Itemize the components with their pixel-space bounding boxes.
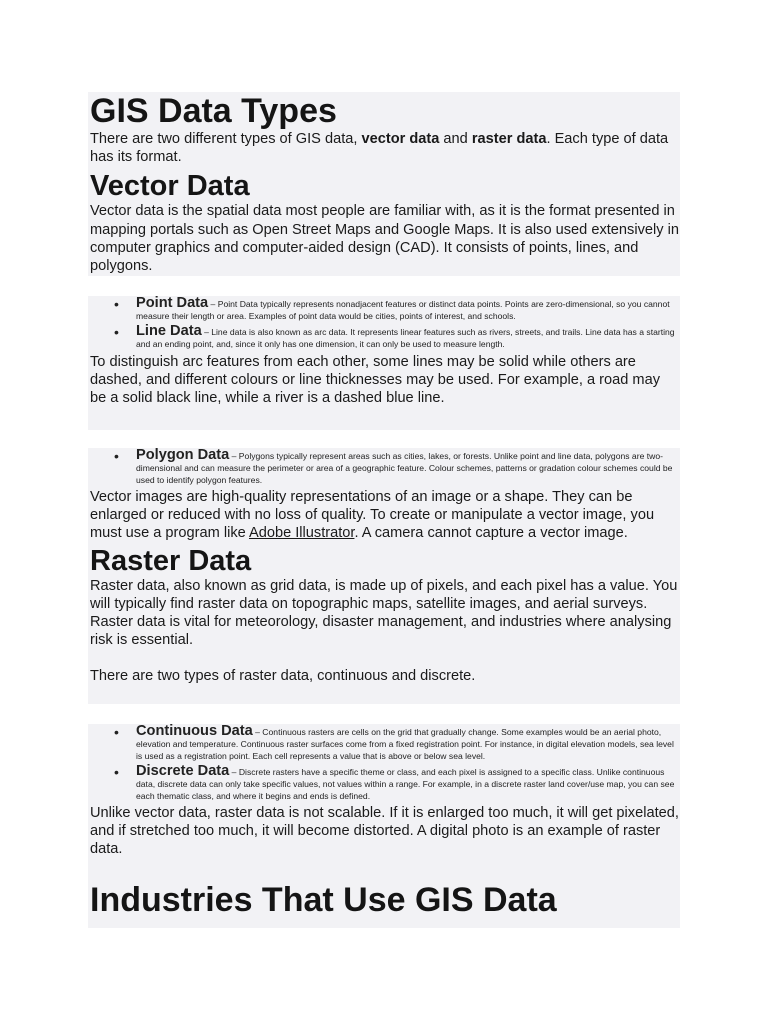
list-item-continuous-data: • Continuous Data – Continuous rasters are cells on the grid that gradually change. Some examples would be an aerial photo, elevation and temperature. Continuous raster surfaces come from a fixed registration point. For instance, in digital elevation models, sea level is used as a registration point. Each cell represents a value that is above or below sea level.	[114, 723, 674, 761]
list-item-polygon-data: • Polygon Data – Polygons typically represent areas such as cities, lakes, or forests. Unlike point and line data, polygons are two-dimensional and can measure the perimeter or area of a geographic feature. Colour schemes, patterns or gradation colour schemes could be used to identify polygon features.	[114, 447, 673, 485]
vector-data-paragraph: Vector data is the spatial data most people are familiar with, as it is the format presented in mapping portals such as Open Street Maps and Google Maps. It is also used extensively in computer graphics and computer-aided design (CAD). It consists of points, lines, and polygons.	[90, 203, 679, 275]
raster-list	[88, 724, 680, 802]
polygon-list	[88, 448, 680, 486]
industries-heading: Industries That Use GIS Data	[90, 880, 557, 919]
vector-images-paragraph: Vector images are high-quality representations of an image or a shape. They can be enlarged or reduced with no loss of quality. To create or manipulate a vector image, you must use a program like Adobe Illustrator. A camera cannot capture a vector image.	[90, 489, 655, 542]
list-item-point-data: • Point Data – Point Data typically represents nonadjacent features or distinct data points. Points are zero-dimensional, so you cannot measure their length or area. Examples of point data would be cities, points of interest, and schools.	[114, 295, 670, 321]
raster-types-paragraph: There are two types of raster data, continuous and discrete.	[90, 668, 476, 685]
section-vector-list	[88, 296, 680, 430]
section-raster-list	[88, 724, 680, 928]
vector-list	[88, 296, 680, 350]
section-polygon-raster	[88, 448, 680, 704]
raster-scalability-paragraph: Unlike vector data, raster data is not scalable. If it is enlarged too much, it will get pixelated, and if stretched too much, it will become distorted. A digital photo is an example of raster data.	[90, 805, 679, 858]
page-title: GIS Data Types	[90, 92, 337, 130]
section-intro	[88, 92, 680, 276]
list-item-discrete-data: • Discrete Data – Discrete rasters have a specific theme or class, and each pixel is assigned to a specific class. Unlike continuous data, discrete data can only take specific values, not values within a range. For example, in a discrete raster land cover/use map, you can see each thematic class, and where it begins and ends is defined.	[114, 763, 675, 801]
raster-data-heading: Raster Data	[90, 544, 252, 577]
vector-data-heading: Vector Data	[90, 170, 250, 203]
list-item-line-data: • Line Data – Line data is also known as arc data. It represents linear features such as rivers, streets, and trails. Line data has a starting and an ending point, and, since it only has one dimension, it can only be used to measure length.	[114, 323, 675, 349]
arc-features-paragraph: To distinguish arc features from each other, some lines may be solid while others are dashed, and different colours or line thicknesses may be used. For example, a road may be a solid black line, while a river is a dashed blue line.	[90, 354, 661, 407]
raster-data-paragraph: Raster data, also known as grid data, is made up of pixels, and each pixel has a value. You will typically find raster data on topographic maps, satellite images, and aerial surveys. Raster data is vital for meteorology, disaster management, and industries where analysing risk is essential.	[90, 577, 678, 649]
intro-paragraph: There are two different types of GIS data, vector data and raster data. Each type of data has its format.	[90, 131, 669, 166]
adobe-illustrator-link[interactable]: Adobe Illustrator	[248, 525, 355, 542]
